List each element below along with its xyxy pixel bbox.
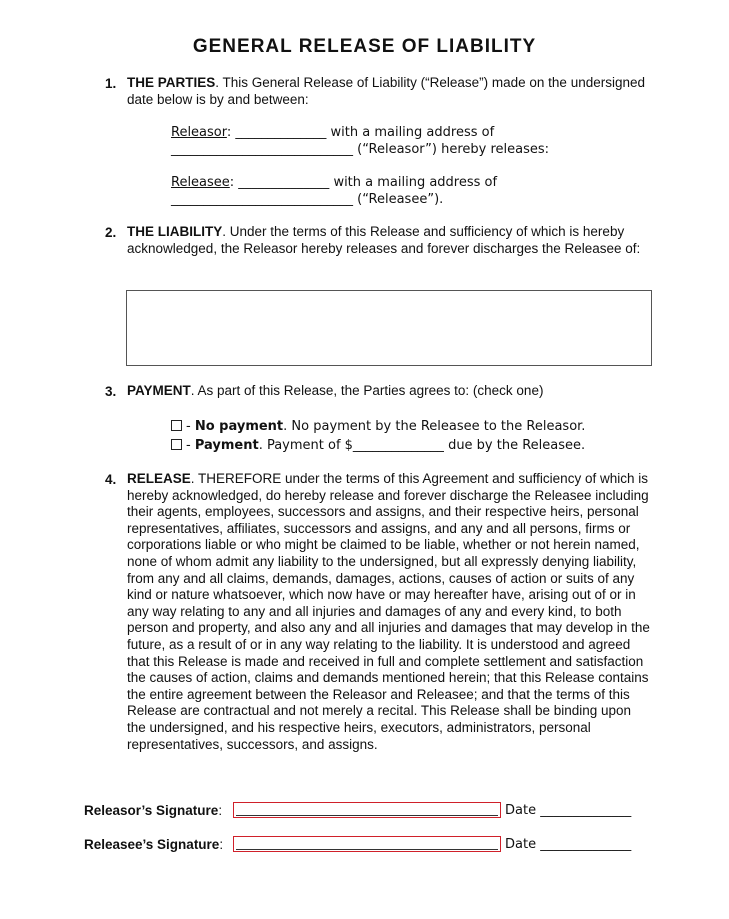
no-payment-text: . No payment by the Releasee to the Releasor.: [283, 419, 586, 434]
releasor-date-field[interactable]: Date ______________: [505, 803, 632, 818]
payment-body: . As part of this Release, the Parties agrees to: (check one): [190, 383, 544, 398]
releasee-line-2[interactable]: ____________________________ (“Releasee”).: [171, 192, 444, 207]
section-number-parties: 1.: [105, 76, 117, 91]
section-heading-release: RELEASE: [127, 471, 191, 486]
releasee-address-prompt: : ______________ with a mailing address of: [229, 175, 498, 190]
releasee-signature-colon: :: [219, 837, 224, 852]
releasor-signature-colon: :: [218, 803, 223, 818]
releasor-label: Releasor: [171, 125, 227, 140]
section-parties-text: [127, 75, 652, 108]
section-heading-parties: THE PARTIES: [127, 75, 216, 90]
releasee-signature-label: [84, 837, 223, 852]
releasor-signature-field[interactable]: [233, 802, 501, 818]
liability-body: . Under the terms of this Release and sufficiency of which is hereby acknowledged, the Releasor hereby releases and forever discharges the Releasee of:: [127, 224, 641, 256]
releasee-date-field[interactable]: Date ______________: [505, 837, 632, 852]
section-heading-liability: THE LIABILITY: [127, 224, 223, 239]
payment-option-payment: - Payment. Payment of $______________ due by the Releasee.: [171, 437, 585, 454]
payment-text: . Payment of $______________ due by the Releasee.: [258, 438, 586, 453]
release-body: . THEREFORE under the terms of this Agreement and sufficiency of which is hereby acknowledged, do hereby release and forever discharge the Releasee including their agents, employees, successors and assigns, and their respective heirs, personal representatives, affiliates, successors and assigns, and any and all persons, firms or corporations liable or who might be claimed to be liable, whether or not herein named, none of whom admit any liability to the undersigned, but all expressly denying liability, from any and all claims, demands, damages, actions, causes of action or suits of any kind or nature whatsoever, which now have or may hereafter have, arising out of or in any way relating to any and all injuries and damages of any and every kind, to both person and property, and also any and all injuries and damages that may develop in the future, as a result of or in any way relating to the liability. It is understood and agreed that this Release is made and received in full and complete settlement and satisfaction the causes of action, claims and demands mentioned herein; that this Release contains the entire agreement between the Releasor and Releasee; and that the terms of this Release are contractual and not merely a recital. This Release shall be binding upon the undersigned, and his respective heirs, executors, administrators, personal representatives, successors, and assigns.: [127, 471, 650, 752]
section-number-liability: 2.: [105, 225, 117, 240]
section-number-release: 4.: [105, 472, 117, 487]
section-release-text: [127, 471, 652, 753]
releasor-line-2[interactable]: ____________________________ (“Releasor”) hereby releases:: [171, 142, 550, 157]
document-title: GENERAL RELEASE OF LIABILITY: [192, 36, 537, 57]
payment-option-no-payment: - No payment. No payment by the Releasee to the Releasor.: [171, 418, 585, 435]
parties-body: . This General Release of Liability (“Release”) made on the undersigned date below is by and between:: [127, 75, 645, 107]
releasor-address-prompt: : ______________ with a mailing address of: [226, 125, 495, 140]
no-payment-label: No payment: [194, 419, 284, 434]
payment-label: Payment: [194, 438, 259, 453]
releasee-signature-label-text: Releasee’s Signature: [84, 837, 220, 852]
liability-description-field[interactable]: [126, 290, 652, 366]
section-payment-text: [127, 383, 652, 400]
releasee-signature-field[interactable]: [233, 836, 501, 852]
releasee-line-1[interactable]: [171, 174, 497, 191]
releasor-line-1[interactable]: [171, 124, 494, 141]
section-liability-text: [127, 224, 652, 257]
section-heading-payment: PAYMENT: [127, 383, 191, 398]
section-number-payment: 3.: [105, 384, 117, 399]
no-payment-checkbox[interactable]: [171, 420, 182, 431]
payment-checkbox[interactable]: [171, 439, 182, 450]
releasor-signature-label: [84, 803, 222, 818]
releasor-signature-label-text: Releasor’s Signature: [84, 803, 219, 818]
releasee-label: Releasee: [171, 175, 230, 190]
